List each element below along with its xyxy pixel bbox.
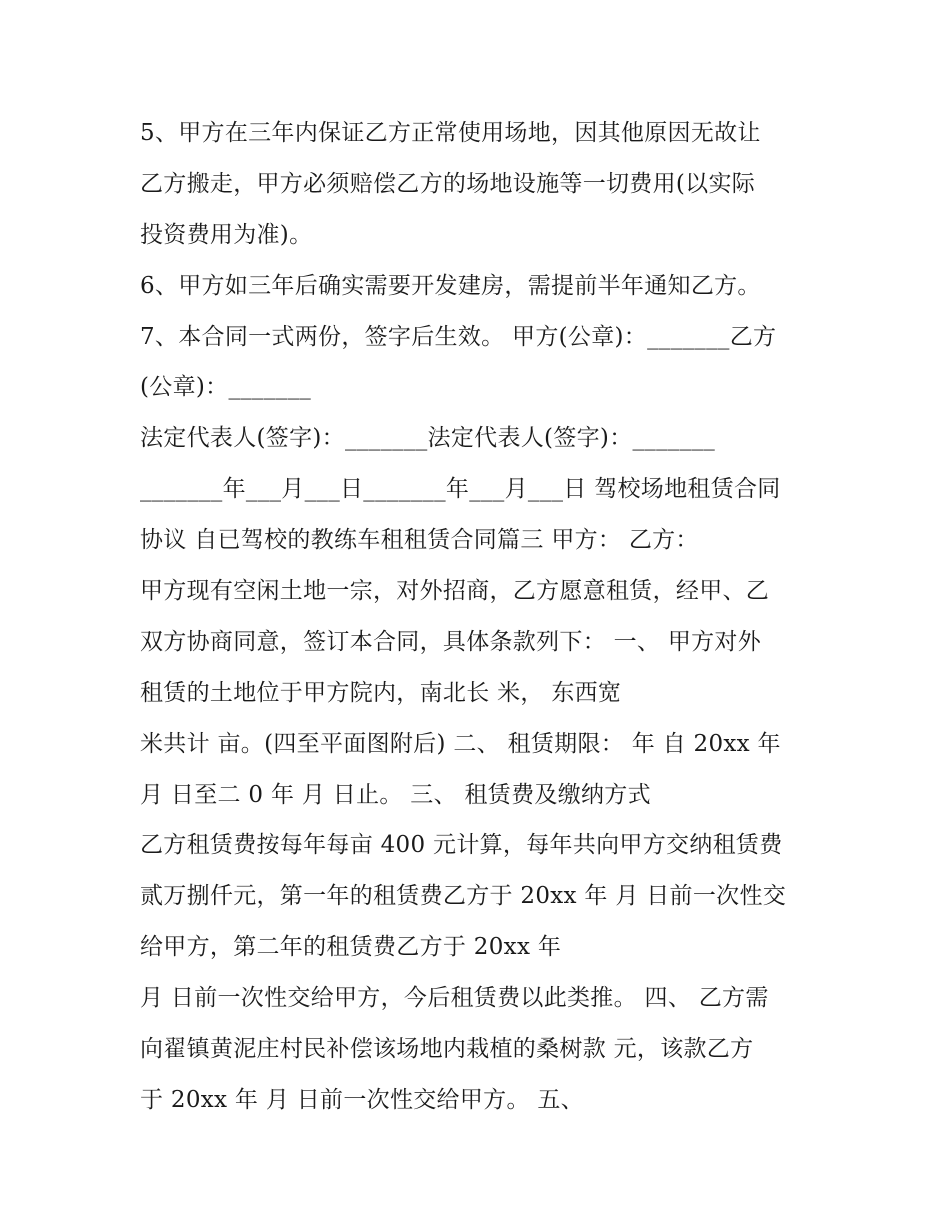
text-line: 双方协商同意，签订本合同，具体条款列下： 一、 甲方对外 <box>140 628 762 655</box>
text-line: _______年___月___日_______年___月___日 驾校场地租赁合同 <box>140 476 781 503</box>
text-line: 7、本合同一式两份，签字后生效。 甲方(公章)：_______乙方 <box>140 323 777 350</box>
contract-text <box>140 108 840 1126</box>
text-line: 于 20xx 年 月 日前一次性交给甲方。 五、 <box>140 1086 584 1113</box>
text-line: 6、甲方如三年后确实需要开发建房，需提前半年通知乙方。 <box>140 272 761 299</box>
text-line: 乙方租赁费按每年每亩 400 元计算，每年共向甲方交纳租赁费 <box>140 832 783 859</box>
text-line: 乙方搬走，甲方必须赔偿乙方的场地设施等一切费用(以实际 <box>140 170 756 197</box>
text-line: 给甲方，第二年的租赁费乙方于 20xx 年 <box>140 934 562 961</box>
text-line: 法定代表人(签字)：_______法定代表人(签字)：_______ <box>140 425 716 452</box>
text-line: 月 日前一次性交给甲方，今后租赁费以此类推。 四、 乙方需 <box>140 985 769 1012</box>
text-line: 月 日至二 0 年 月 日止。 三、 租赁费及缴纳方式 <box>140 781 651 808</box>
text-line: 贰万捌仟元，第一年的租赁费乙方于 20xx 年 月 日前一次性交 <box>140 883 787 910</box>
text-line: 租赁的土地位于甲方院内，南北长 米， 东西宽 <box>140 679 622 706</box>
text-line: 协议 自已驾校的教练车租租赁合同篇三 甲方： 乙方： <box>140 527 699 554</box>
text-line: 5、甲方在三年内保证乙方正常使用场地，因其他原因无故让 <box>140 120 761 146</box>
text-line: 向翟镇黄泥庄村民补偿该场地内栽植的桑树款 元，该款乙方 <box>140 1036 754 1063</box>
text-line: 甲方现有空闲土地一宗，对外招商，乙方愿意租赁，经甲、乙 <box>140 578 770 605</box>
text-line: 投资费用为准)。 <box>140 221 313 248</box>
text-line: 米共计 亩。(四至平面图附后) 二、 租赁期限： 年 自 20xx 年 <box>140 730 781 757</box>
text-line: (公章)：_______ <box>140 374 312 401</box>
